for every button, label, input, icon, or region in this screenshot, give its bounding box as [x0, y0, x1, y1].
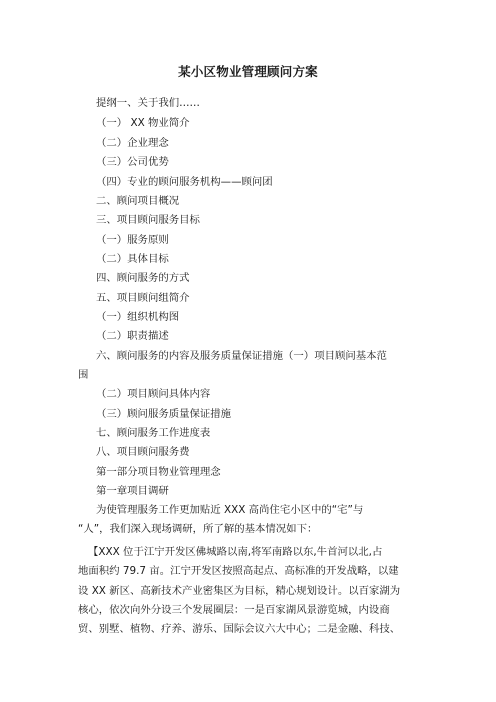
outline-line-13: （二）职责描述	[96, 330, 169, 342]
outline-line-9: （二）具体目标	[96, 253, 169, 265]
outline-line-14: 六、顾问服务的内容及服务质量保证措施（一）项目顾问基本范	[96, 350, 387, 362]
body-line-1: 为使管理服务工作更加贴近 XXX 高尚住宅小区中的“宅”与	[96, 504, 364, 516]
outline-line-4: （三）公司优势	[96, 156, 169, 168]
section-heading-chapter-one: 第一章项目调研	[96, 485, 169, 497]
outline-line-12: （一）组织机构图	[96, 311, 180, 323]
body-line-5: 设 XX 新区、高新技术产业密集区为目标，精心规划设计。以百家湖为	[78, 585, 401, 597]
body-line-4: 地面积约 79.7 亩。江宁开发区按照高起点、高标准的开发战略，以建	[78, 565, 399, 577]
outline-line-1: 提纲一、关于我们……	[96, 97, 200, 109]
body-line-6: 核心，依次向外分设三个发展圈层：一是百家湖风景游览城，内设商	[78, 604, 390, 616]
outline-line-2: （一） XX 物业简介	[96, 117, 190, 129]
outline-line-16: （二）项目顾问具体内容	[96, 388, 211, 400]
outline-line-19: 八、项目顾问服务费	[96, 446, 190, 458]
outline-line-11: 五、项目顾问组简介	[96, 292, 190, 304]
section-heading-part-one: 第一部分项目物业管理理念	[96, 466, 221, 478]
outline-line-15: 围	[78, 369, 89, 381]
body-line-2: “人”，我们深入现场调研，所了解的基本情况如下：	[78, 523, 318, 535]
outline-line-10: 四、顾问服务的方式	[96, 272, 190, 284]
document-title: 某小区物业管理顾问方案	[178, 64, 318, 79]
outline-line-18: 七、顾问服务工作进度表	[96, 427, 211, 439]
body-line-3: 【XXX 位于江宁开发区佛城路以南,将军南路以东,牛首河以北,占	[88, 546, 383, 558]
outline-line-6: 二、顾问项目概况	[96, 195, 180, 207]
outline-line-17: （三）顾问服务质量保证措施	[96, 408, 232, 420]
outline-line-7: 三、项目顾问服务目标	[96, 214, 200, 226]
outline-line-3: （二）企业理念	[96, 137, 169, 149]
outline-line-5: （四）专业的顾问服务机构——顾问团	[96, 176, 273, 188]
outline-line-8: （一）服务原则	[96, 234, 169, 246]
body-line-7: 贸、别墅、植物、疗养、游乐、国际会议六大中心；二是金融、科技、	[78, 623, 401, 635]
